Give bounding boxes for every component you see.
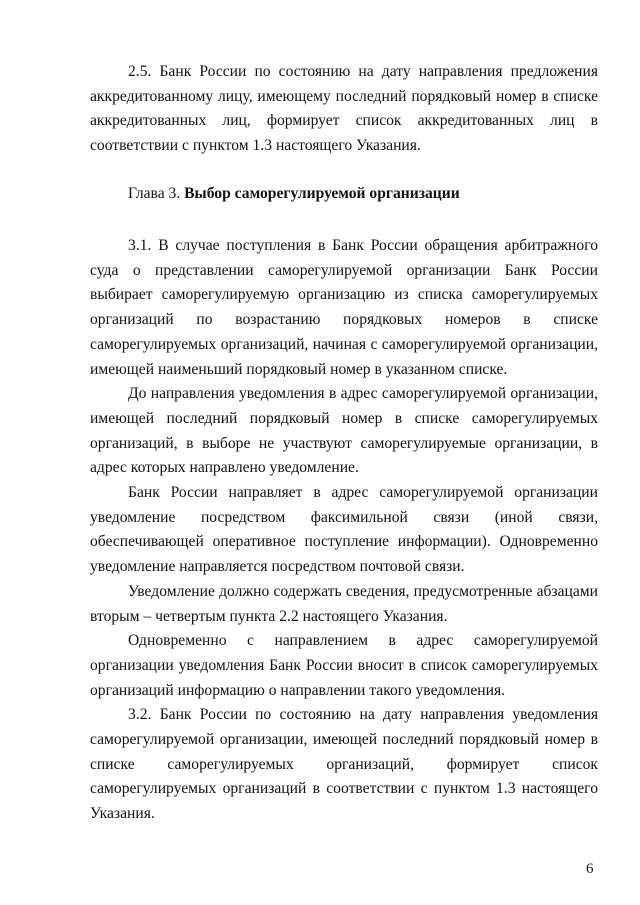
- paragraph-2-5: 2.5. Банк России по состоянию на дату направления предложения аккредитованному лицу, имеющему последний порядковый номер в списке аккредитованных лиц, формирует список аккредитованных лиц в соответствии с пунктом 1.3 настоящего Указания.: [90, 63, 598, 155]
- chapter-body: [90, 234, 598, 827]
- chapter-prefix: Глава 3.: [128, 185, 185, 202]
- paragraph-3-1: 3.1. В случае поступления в Банк России обращения арбитражного суда о представлении саморегулируемой организации Банк России выбирает саморегулируемую организацию из списка саморегулируемых организаций по возрастанию порядковых номеров в списке саморегулируемых организаций, начиная с саморегулируемой организации, имеющей наименьший порядковый номер в указанном списке.: [90, 237, 598, 378]
- paragraph-3-1-3: Банк России направляет в адрес саморегулируемой организации уведомление посредством факсимильной связи (иной связи, обеспечивающей оперативное поступление информации). Одновременно уведомление направляется посредством почтовой связи.: [90, 484, 598, 576]
- paragraph-3-2: 3.2. Банк России по состоянию на дату направления уведомления саморегулируемой организации, имеющей последний порядковый номер в списке саморегулируемых организаций, формирует список саморегулируемых организаций в соответствии с пунктом 1.3 настоящего Указания.: [90, 706, 598, 823]
- paragraph-3-1-2: До направления уведомления в адрес саморегулируемой организации, имеющей последний порядковый номер в списке саморегулируемых организаций, в выборе не участвуют саморегулируемые организации, в адрес которых направлено уведомление.: [90, 385, 598, 477]
- chapter-heading: [128, 182, 460, 207]
- paragraph-3-1-5: Одновременно с направлением в адрес саморегулируемой организации уведомления Банк России вносит в список саморегулируемых организаций информацию о направлении такого уведомления.: [90, 632, 598, 699]
- section-2-5: [90, 60, 598, 159]
- paragraph-3-1-4: Уведомление должно содержать сведения, предусмотренные абзацами вторым – четвертым пункта 2.2 настоящего Указания.: [90, 582, 598, 625]
- chapter-title: Выбор саморегулируемой организации: [184, 185, 460, 202]
- page-number: 6: [586, 861, 594, 877]
